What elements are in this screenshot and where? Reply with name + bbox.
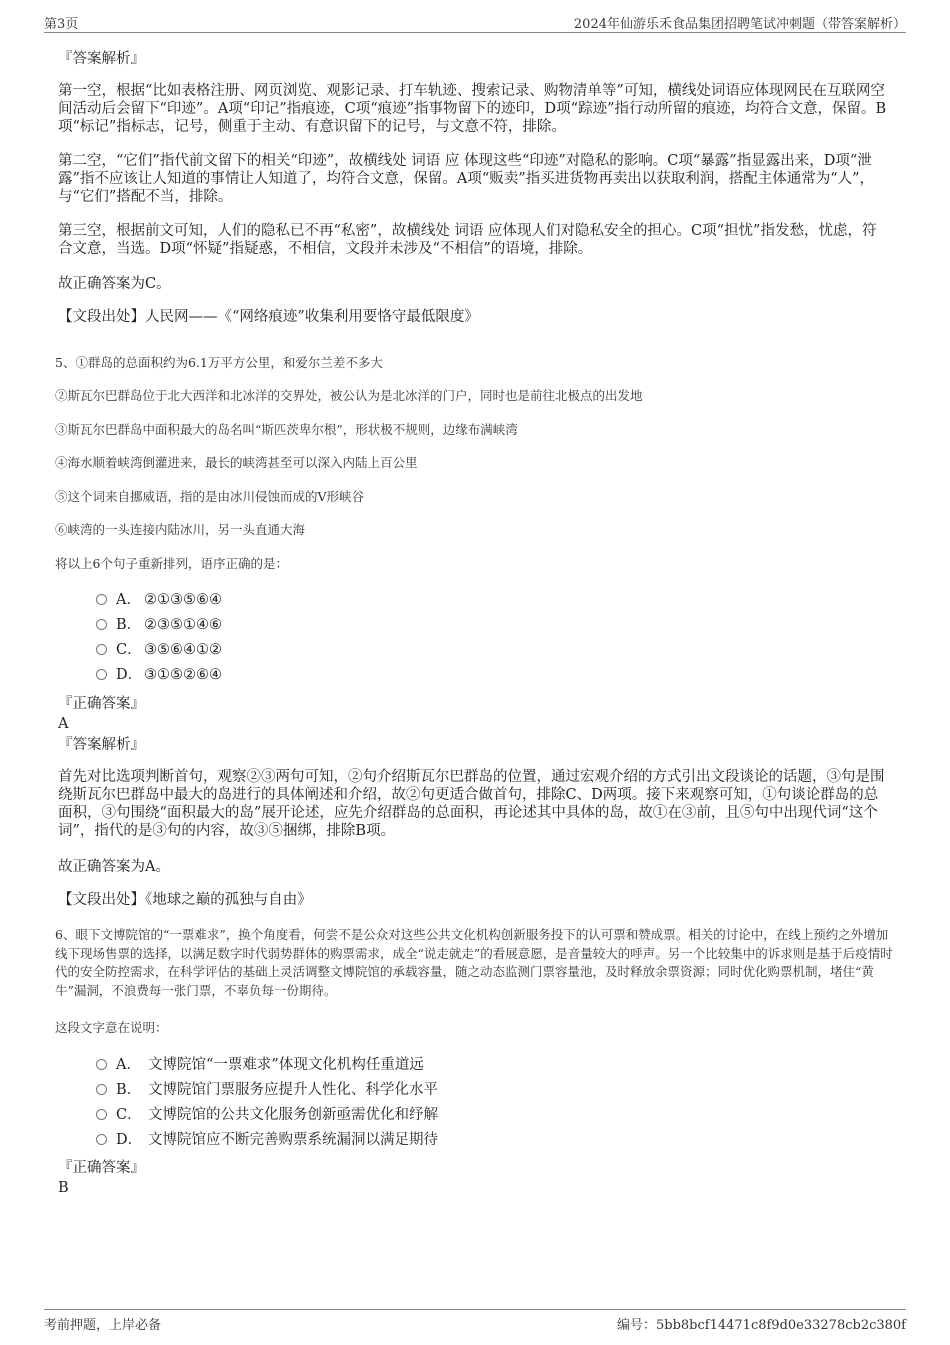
q4-source: 【文段出处】人民网——《“网络痕迹”收集利用要恪守最低限度》 bbox=[58, 309, 479, 325]
q5-sentence-5: ⑤这个词来自挪威语，指的是由冰川侵蚀而成的V形峡谷 bbox=[55, 489, 365, 504]
radio-icon[interactable] bbox=[96, 1109, 107, 1120]
q5-option-c[interactable]: C． ③⑤⑥④①② bbox=[96, 641, 222, 659]
page-header bbox=[44, 12, 906, 33]
q5-sentence-4: ④海水顺着峡湾倒灌进来，最长的峡湾甚至可以深入内陆上百公里 bbox=[55, 455, 418, 470]
document-id: 编号：5bb8bcf14471c8f9d0e33278cb2c380f bbox=[616, 1318, 906, 1333]
radio-icon[interactable] bbox=[96, 1084, 107, 1095]
q5-number: 5、 bbox=[55, 355, 76, 370]
document-title: 2024年仙游乐禾食品集团招聘笔试冲刺题（带答案解析） bbox=[573, 17, 906, 32]
q5-answer-title: 『正确答案』 bbox=[58, 696, 145, 712]
q5-source: 【文段出处】《地球之巅的孤独与自由》 bbox=[58, 892, 312, 908]
q5-option-d[interactable]: D． ③①⑤②⑥④ bbox=[96, 666, 222, 684]
radio-icon[interactable] bbox=[96, 1134, 107, 1145]
q6-prompt: 这段文字意在说明： bbox=[55, 1020, 168, 1035]
q5-prompt: 将以上6个句子重新排列，语序正确的是： bbox=[55, 556, 288, 571]
q4-analysis-para2: 第二空，“它们”指代前文留下的相关“印迹”，故横线处 词语 应 体现这些“印迹”对隐私的影响。C项“暴露”指显露出来，D项“泄露”指不应该让人知道的事情让人知道了，均符合文意，保留。A项“贩卖”指买进货物再卖出以获取利润，搭配主体通常为“人”，与“它们”搭配不当，排除。 bbox=[58, 153, 875, 205]
q5-sentence-2: ②斯瓦尔巴群岛位于北大西洋和北冰洋的交界处，被公认为是北冰洋的门户，同时也是前往北极点的出发地 bbox=[55, 388, 643, 403]
q4-conclusion: 故正确答案为C。 bbox=[58, 276, 171, 292]
q6-option-c[interactable]: C． 文博院馆的公共文化服务创新亟需优化和纾解 bbox=[96, 1106, 438, 1124]
q6-option-a[interactable]: A． 文博院馆“一票难求”体现文化机构任重道远 bbox=[96, 1056, 424, 1074]
q6-answer: B bbox=[58, 1180, 69, 1196]
q5-option-a[interactable]: A． ②①③⑤⑥④ bbox=[96, 591, 222, 609]
page-footer bbox=[44, 1309, 906, 1332]
q6-option-d[interactable]: D． 文博院馆应不断完善购票系统漏洞以满足期待 bbox=[96, 1131, 438, 1149]
footer-slogan: 考前押题，上岸必备 bbox=[44, 1318, 162, 1333]
q5-sentence-3: ③斯瓦尔巴群岛中面积最大的岛名叫“斯匹茨卑尔根”，形状极不规则，边缘布满峡湾 bbox=[55, 422, 518, 437]
q4-analysis-para1: 第一空，根据“比如表格注册、网页浏览、观影记录、打车轨迹、搜索记录、购物清单等”可知，横线处词语应体现网民在互联网空间活动后会留下“印迹”。A项“印记”指痕迹，C项“痕迹”指事物留下的迹印，D项“踪迹”指行动所留的痕迹，均符合文意，保留。B项“标记”指标志，记号，侧重于主动、有意识留下的记号，与文意不符，排除。 bbox=[58, 83, 887, 135]
q5-analysis-title: 『答案解析』 bbox=[58, 737, 145, 753]
q4-analysis-title: 『答案解析』 bbox=[58, 51, 145, 67]
page-number: 第3页 bbox=[44, 17, 79, 32]
q5-sentence-6: ⑥峡湾的一头连接内陆冰川，另一头直通大海 bbox=[55, 522, 306, 537]
radio-icon[interactable] bbox=[96, 669, 107, 680]
q5-analysis: 首先对比选项判断首句，观察②③两句可知，②句介绍斯瓦尔巴群岛的位置，通过宏观介绍的方式引出文段谈论的话题，③句是围绕斯瓦尔巴群岛中最大的岛进行的具体阐述和介绍，故②句更适合做首句，排除C、D两项。接下来观察可知，①句谈论群岛的总面积，③句围绕“面积最大的岛”展开论述，应先介绍群岛的总面积，再论述其中具体的岛，故①在③前，且⑤句中出现代词“这个词”，指代的是③句的内容，故③⑤捆绑，排除B项。 bbox=[58, 769, 885, 839]
q6-answer-title: 『正确答案』 bbox=[58, 1160, 145, 1176]
radio-icon[interactable] bbox=[96, 1059, 107, 1070]
q5-option-b[interactable]: B． ②③⑤①④⑥ bbox=[96, 616, 222, 634]
q5-conclusion: 故正确答案为A。 bbox=[58, 859, 170, 875]
q4-analysis-para3: 第三空，根据前文可知，人们的隐私已不再“私密”，故横线处 词语 应体现人们对隐私安全的担心。C项“担忧”指发愁，忧虑，符合文意，当选。D项“怀疑”指疑惑，不相信，文段并未涉及“不相信”的语境，排除。 bbox=[58, 223, 877, 257]
radio-icon[interactable] bbox=[96, 594, 107, 605]
q5-answer: A bbox=[58, 716, 69, 732]
q6-stem: 6、眼下文博院馆的“一票难求”，换个角度看，何尝不是公众对这些公共文化机构创新服务投下的认可票和赞成票。相关的讨论中，在线上预约之外增加线下现场售票的选择，以满足数字时代弱势群体的购票需求，成全“说走就走”的看展意愿，是音量较大的呼声。另一个比较集中的诉求则是基于后疫情时代的安全防控需求，在科学评估的基础上灵活调整文博院馆的承载容量，随之动态监测门票容量池，及时释放余票资源；同时优化购票机制，堵住“黄牛”漏洞，不浪费每一张门票，不辜负每一份期待。 bbox=[55, 927, 893, 998]
q6-option-b[interactable]: B． 文博院馆门票服务应提升人性化、科学化水平 bbox=[96, 1081, 438, 1099]
q5-sentence-1: 5、①群岛的总面积约为6.1万平方公里，和爱尔兰差不多大 bbox=[55, 355, 383, 370]
radio-icon[interactable] bbox=[96, 644, 107, 655]
radio-icon[interactable] bbox=[96, 619, 107, 630]
